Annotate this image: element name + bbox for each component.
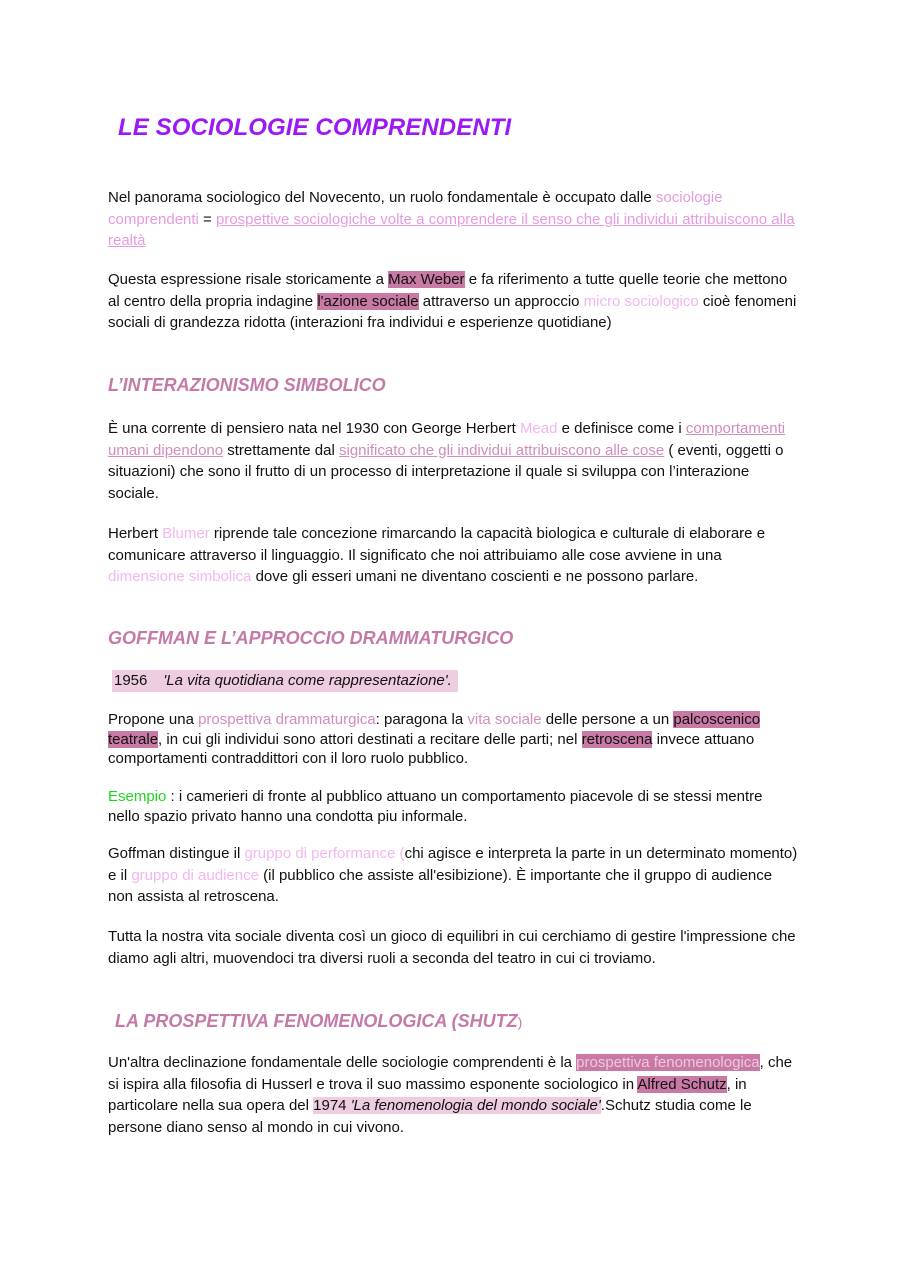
text-run: , in particolare nella sua opera del xyxy=(108,1075,747,1114)
definition-underlined: prospettive sociologiche volte a comprendere il senso che gli individui attribuiscono alla realtà xyxy=(108,210,795,249)
term-mead: Mead xyxy=(519,420,558,437)
term-dimensione-simbolica: dimensione simbolica xyxy=(108,568,252,585)
text-run: Goffman distingue il xyxy=(108,845,245,862)
paragraph-conclusione: Tutta la nostra vita sociale diventa così un gioco di equilibri in cui cerchiamo di gestire l'impressione che diamo agli altri, muovendoci tra diversi ruoli a seconda del teatro in cui ci troviamo. xyxy=(108,928,796,967)
text-run: ( eventi, oggetti o situazioni) che sono il frutto di un processo di interpretazione il quale si sviluppa con l’interazione sociale. xyxy=(108,441,784,502)
term-significato: significato che gli individui attribuiscono alle cose xyxy=(339,441,665,459)
paragraph-intro xyxy=(108,187,798,252)
term-vita-sociale: vita sociale xyxy=(467,711,542,728)
text-run: : i camerieri di fronte al pubblico attuano un comportamento piacevole di se stessi mentre nello spazio privato hanno una condotta piu informale. xyxy=(108,788,763,825)
text-run: , in cui gli individui sono attori destinati a recitare delle parti; nel xyxy=(158,730,582,748)
heading-closing-paren: ) xyxy=(517,1014,523,1030)
paragraph-gruppi xyxy=(108,843,798,908)
text-run: invece attuano comportamenti contraddittori con il loro ruolo pubblico. xyxy=(108,730,755,767)
text-run: Questa espressione risale storicamente a xyxy=(108,271,389,288)
text-run: Schutz studia come le persone diano senso al mondo in cui vivono. xyxy=(108,1097,752,1136)
text-run: : paragona la xyxy=(375,711,468,728)
highlight-alfred-schutz: Alfred Schutz xyxy=(637,1075,727,1093)
publication-year: 1956 xyxy=(114,672,148,689)
text-run: cioè fenomeni sociali di grandezza ridotta (interazioni fra individui e esperienze quotidiane) xyxy=(108,292,797,331)
heading-text: LA PROSPETTIVA FENOMENOLOGICA (SHUTZ xyxy=(115,1011,518,1031)
paragraph-mead xyxy=(108,418,798,504)
highlight-max-weber: Max Weber xyxy=(388,271,465,288)
text-run: Propone una xyxy=(108,711,199,728)
text-run: attraverso un approccio xyxy=(418,292,584,310)
highlight-1974: 1974 xyxy=(313,1097,351,1114)
text-run: . xyxy=(600,1097,605,1114)
text-run: Herbert xyxy=(108,525,163,542)
term-prospettiva-drammaturgica: prospettiva drammaturgica xyxy=(198,711,376,728)
text-run: Un'altra declinazione fondamentale delle sociologie comprendenti è la xyxy=(108,1054,577,1071)
text-run: = xyxy=(198,210,216,228)
text-run: Nel panorama sociologico del Novecento, un ruolo fondamentale è occupato dalle xyxy=(108,189,656,206)
section-heading-interazionismo: L’INTERAZIONISMO SIMBOLICO xyxy=(108,375,386,395)
text-run: e fa riferimento a tutte quelle teorie che mettono al centro della propria indagine xyxy=(108,271,788,310)
text-run: (il pubblico che assiste all'esibizione). È importante che il gruppo di audience non assista al retroscena. xyxy=(108,866,773,905)
paragraph-drammaturgica xyxy=(108,710,798,769)
text-run: delle persone a un xyxy=(541,711,674,728)
highlight-azione-sociale: l'azione sociale xyxy=(317,292,419,310)
highlight-retroscena: retroscena xyxy=(581,730,653,748)
text-run: chi agisce e interpreta la parte in un determinato momento) e il xyxy=(108,845,798,884)
section-heading-fenomenologica xyxy=(115,1011,522,1032)
paragraph-blumer xyxy=(108,523,798,588)
text-run: strettamente dal xyxy=(223,441,339,459)
text-run: e definisce come i xyxy=(557,420,686,437)
text-run: , che si ispira alla filosofia di Husserl e trova il suo massimo esponente sociologico in xyxy=(108,1054,793,1093)
term-blumer: Blumer xyxy=(162,525,210,542)
term-micro-sociologico: micro sociologico xyxy=(583,292,699,310)
section-heading-goffman: GOFFMAN E L’APPROCCIO DRAMMATURGICO xyxy=(108,628,514,648)
term-sociologie-comprendenti: sociologie comprendenti xyxy=(108,189,723,228)
publication-title: 'La vita quotidiana come rappresentazione'. xyxy=(163,672,452,689)
page-title: LE SOCIOLOGIE COMPRENDENTI xyxy=(118,114,512,141)
publication-highlight xyxy=(112,670,458,692)
highlight-prospettiva-fenomenologica: prospettiva fenomenologica xyxy=(576,1054,760,1071)
paragraph-schutz xyxy=(108,1052,798,1138)
highlight-palcoscenico: palcoscenico teatrale xyxy=(108,711,761,748)
highlight-opera-title: 'La fenomenologia del mondo sociale' xyxy=(350,1097,601,1114)
text-run: È una corrente di pensiero nata nel 1930 con George Herbert xyxy=(108,420,520,437)
text-run: dove gli esseri umani ne diventano coscienti e ne possono parlare. xyxy=(251,568,699,585)
example-label: Esempio xyxy=(108,788,167,805)
paragraph-weber xyxy=(108,269,798,334)
term-gruppo-audience: gruppo di audience xyxy=(131,866,259,884)
text-run: riprende tale concezione rimarcando la capacità biologica e culturale di elaborare e comunicare attraverso il linguaggio. Il significato che noi attribuiamo alle cose avviene in una xyxy=(108,525,766,564)
term-gruppo-performance: gruppo di performance ( xyxy=(244,845,405,862)
paragraph-esempio xyxy=(108,787,798,826)
term-comportamenti: comportamenti umani dipendono xyxy=(108,420,786,459)
